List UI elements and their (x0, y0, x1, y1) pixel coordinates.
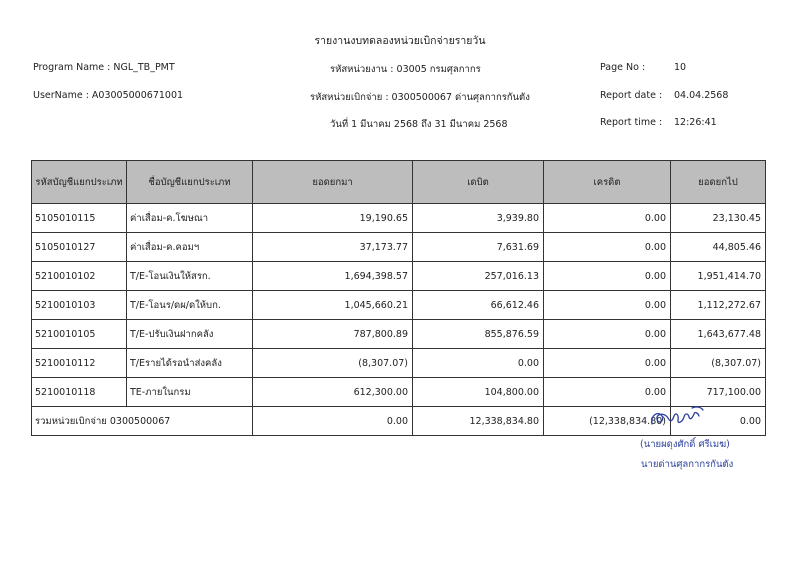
signatory-name: (นายผดุงศักดิ์ ศรีเมฆ) (640, 439, 730, 450)
signatory-position: นายด่านศุลกากรกันตัง (641, 459, 734, 470)
user-name: UserName : A03005000671001 (33, 90, 184, 101)
account-name: ค่าเสื่อม-ค.คอมฯ (127, 233, 253, 262)
total-carried-forward: 0.00 (671, 407, 766, 436)
carried-forward: (8,307.07) (671, 349, 766, 378)
trial-balance-table (31, 160, 766, 436)
credit: 0.00 (544, 349, 671, 378)
col-header-brought-forward: ยอดยกมา (253, 161, 413, 204)
credit: 0.00 (544, 204, 671, 233)
brought-forward: (8,307.07) (253, 349, 413, 378)
credit: 0.00 (544, 291, 671, 320)
account-name: ค่าเสื่อม-ค.โฆษณา (127, 204, 253, 233)
carried-forward: 1,643,677.48 (671, 320, 766, 349)
report-date-label: Report date : (600, 90, 663, 101)
table-row (32, 233, 766, 262)
debit: 3,939.80 (413, 204, 544, 233)
report-date-value: 04.04.2568 (674, 90, 729, 101)
account-name: TE-ภายในกรม (127, 378, 253, 407)
brought-forward: 787,800.89 (253, 320, 413, 349)
debit: 257,016.13 (413, 262, 544, 291)
col-header-credit: เครดิต (544, 161, 671, 204)
table-row (32, 349, 766, 378)
brought-forward: 612,300.00 (253, 378, 413, 407)
total-debit: 12,338,834.80 (413, 407, 544, 436)
account-code: 5210010112 (32, 349, 127, 378)
table-header-row (32, 161, 766, 204)
carried-forward: 23,130.45 (671, 204, 766, 233)
table-row (32, 262, 766, 291)
total-label: รวมหน่วยเบิกจ่าย 0300500067 (32, 407, 253, 436)
date-range: วันที่ 1 มีนาคม 2568 ถึง 31 มีนาคม 2568 (330, 119, 508, 130)
credit: 0.00 (544, 262, 671, 291)
table-row (32, 320, 766, 349)
debit: 855,876.59 (413, 320, 544, 349)
credit: 0.00 (544, 320, 671, 349)
carried-forward: 44,805.46 (671, 233, 766, 262)
carried-forward: 1,112,272.67 (671, 291, 766, 320)
account-name: T/E-โอนเงินให้สรก. (127, 262, 253, 291)
brought-forward: 1,045,660.21 (253, 291, 413, 320)
account-name: T/Eรายได้รอนำส่งคลัง (127, 349, 253, 378)
credit: 0.00 (544, 378, 671, 407)
brought-forward: 19,190.65 (253, 204, 413, 233)
brought-forward: 1,694,398.57 (253, 262, 413, 291)
col-header-carried-forward: ยอดยกไป (671, 161, 766, 204)
total-credit: (12,338,834.80) (544, 407, 671, 436)
account-name: T/E-โอนร/ดผ/ดให้บก. (127, 291, 253, 320)
handwritten-signature (648, 404, 708, 430)
carried-forward: 717,100.00 (671, 378, 766, 407)
account-code: 5105010127 (32, 233, 127, 262)
report-title: รายงานงบทดลองหน่วยเบิกจ่ายรายวัน (314, 35, 486, 47)
credit: 0.00 (544, 233, 671, 262)
col-header-debit: เดบิต (413, 161, 544, 204)
report-time-value: 12:26:41 (674, 117, 717, 128)
account-code: 5210010103 (32, 291, 127, 320)
page-no-label: Page No : (600, 62, 646, 73)
account-code: 5210010118 (32, 378, 127, 407)
col-header-name: ชื่อบัญชีแยกประเภท (127, 161, 253, 204)
agency-code: รหัสหน่วยงาน : 03005 กรมศุลกากร (330, 64, 481, 75)
program-name: Program Name : NGL_TB_PMT (33, 62, 175, 73)
debit: 0.00 (413, 349, 544, 378)
debit: 7,631.69 (413, 233, 544, 262)
account-code: 5105010115 (32, 204, 127, 233)
account-code: 5210010105 (32, 320, 127, 349)
col-header-code: รหัสบัญชีแยกประเภท (32, 161, 127, 204)
account-name: T/E-ปรับเงินฝากคลัง (127, 320, 253, 349)
page-no-value: 10 (674, 62, 687, 73)
report-time-label: Report time : (600, 117, 663, 128)
carried-forward: 1,951,414.70 (671, 262, 766, 291)
disbursement-unit: รหัสหน่วยเบิกจ่าย : 0300500067 ด่านศุลกากรกันตัง (310, 92, 530, 103)
debit: 104,800.00 (413, 378, 544, 407)
table-row (32, 378, 766, 407)
account-code: 5210010102 (32, 262, 127, 291)
table-row (32, 204, 766, 233)
debit: 66,612.46 (413, 291, 544, 320)
brought-forward: 37,173.77 (253, 233, 413, 262)
total-brought-forward: 0.00 (253, 407, 413, 436)
table-row (32, 291, 766, 320)
